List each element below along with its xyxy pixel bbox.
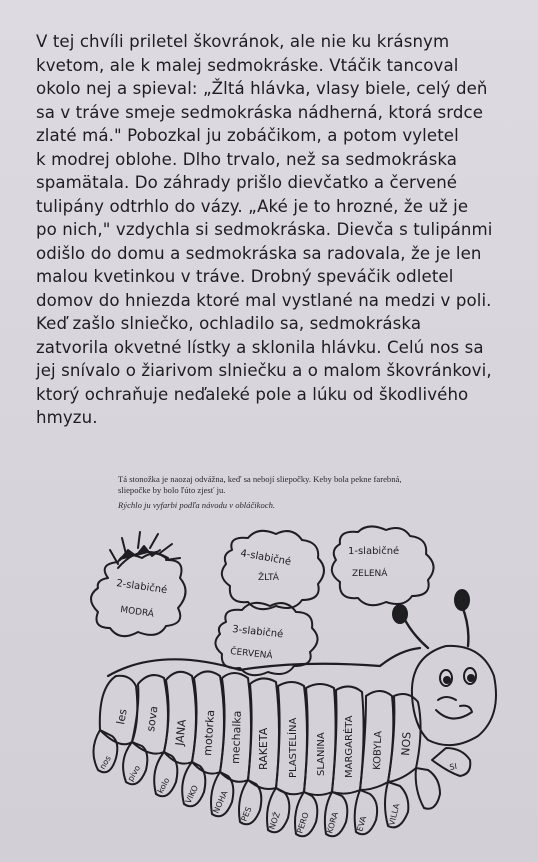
story-line: hmyzu. [36, 408, 98, 427]
segment-word: sova [144, 705, 161, 733]
segment-word: JANA [173, 718, 189, 747]
cloud-two-syllable [91, 553, 186, 636]
segment-word: les [114, 707, 130, 726]
story-line: okolo nej a spieval: „Žltá hlávka, vlasy biele, celý deň [36, 79, 488, 98]
leg-word: nos [97, 754, 113, 771]
story-line: ktorý ochraňuje neďaleké pole a lúku od škodlivého [36, 384, 469, 404]
segment-word: PLASTELÍNA [288, 717, 299, 778]
segment-word: mechalka [229, 710, 244, 765]
exercise-instruction: Rýchlo ju vyfarbi podľa návodu v obláčikoch. [118, 500, 276, 510]
leg-word: EVA [355, 815, 369, 833]
caterpillar-head [393, 590, 496, 745]
leg-word: NOŽ [267, 810, 282, 831]
leg-word: NOHA [211, 789, 230, 815]
caption-line: sliepočke by bolo ľúto zjesť ju. [118, 485, 226, 495]
leg-word: SI [448, 761, 458, 772]
story-line: zatvorila okvetné lístky a sklonila hlávku. Celú nos sa [36, 337, 484, 357]
cloud-one-syllable [332, 526, 434, 605]
story-line: po nich," vzdychla si sedmokráska. Dievča s tulipánmi [36, 220, 493, 239]
segment-word: MARGARÉTA [344, 715, 355, 778]
story-line: Keď zašlo slniečko, ochladilo sa, sedmokráska [36, 314, 422, 333]
leg-word: pivo [125, 763, 143, 783]
story-line: spamätala. Do záhrady prišlo dievčatko a červené [36, 173, 458, 192]
story-line: k modrej oblohe. Dlho trvalo, než sa sedmokráska [36, 149, 458, 169]
leg-word: PERO [295, 811, 311, 835]
story-line: odišlo do domu a sedmokráska sa radovala, že je len [36, 243, 482, 263]
cloud-two-color: MODRÁ [119, 605, 155, 620]
cloud-four-label: 4-slabičné [239, 548, 292, 568]
segment-word: NOS [399, 731, 414, 757]
story-line: domov do hniezda ktoré mal vystlané na medzi v poli. [36, 290, 492, 310]
leg-word: KORA [325, 811, 340, 835]
cloud-one-label: 1-slabičné [348, 546, 400, 557]
story-line: malou kvetinkou v tráve. Drobný speváčik odletel [36, 267, 454, 286]
story-line: tulipány odtrhlo do vázy. „Aké je to hrozné, že už je [36, 196, 469, 216]
leg-word: kolo [155, 776, 172, 795]
leg-word: PES [239, 805, 254, 823]
sun-icon [110, 532, 180, 568]
story-line: V tej chvíli priletel škovránok, ale nie ku krásnym [36, 32, 450, 51]
leg-word: VILLA [387, 802, 402, 827]
story-line: zlaté má." Pobozkal ju zobáčikom, a potom vyletel [36, 126, 459, 145]
story-line: sa v tráve smeje sedmokráska nádherná, ktorá srdce [36, 102, 484, 122]
segment-word: motorka [201, 709, 218, 757]
story-line: jej snívalo o žiarivom slniečku a o malom škovránkovi, [36, 361, 492, 380]
cloud-two-label: 2-slabičné [115, 578, 168, 597]
cloud-four-syllable [222, 531, 324, 609]
leg-word: VIKO [183, 783, 201, 805]
story-text [36, 30, 516, 430]
cloud-one-color: ZELENÁ [352, 569, 388, 579]
exercise-caption [118, 474, 488, 511]
story-line: kvetom, ale k malej sedmokráske. Vtáčik tancoval [36, 55, 459, 75]
cloud-three-label: 3-slabičné [231, 624, 284, 641]
segment-word: RAKETA [257, 727, 270, 770]
segment-word: SLANINA [316, 732, 327, 776]
segment-word: KOBYLA [372, 730, 385, 771]
cloud-four-color: ŽLTÁ [258, 573, 279, 583]
caterpillar-illustration [0, 520, 538, 862]
cloud-three-color: ČERVENÁ [229, 647, 273, 662]
caption-line: Tá stonožka je naozaj odvážna, keď sa nebojí sliepočky. Keby bola pekne farebná, [118, 474, 402, 484]
